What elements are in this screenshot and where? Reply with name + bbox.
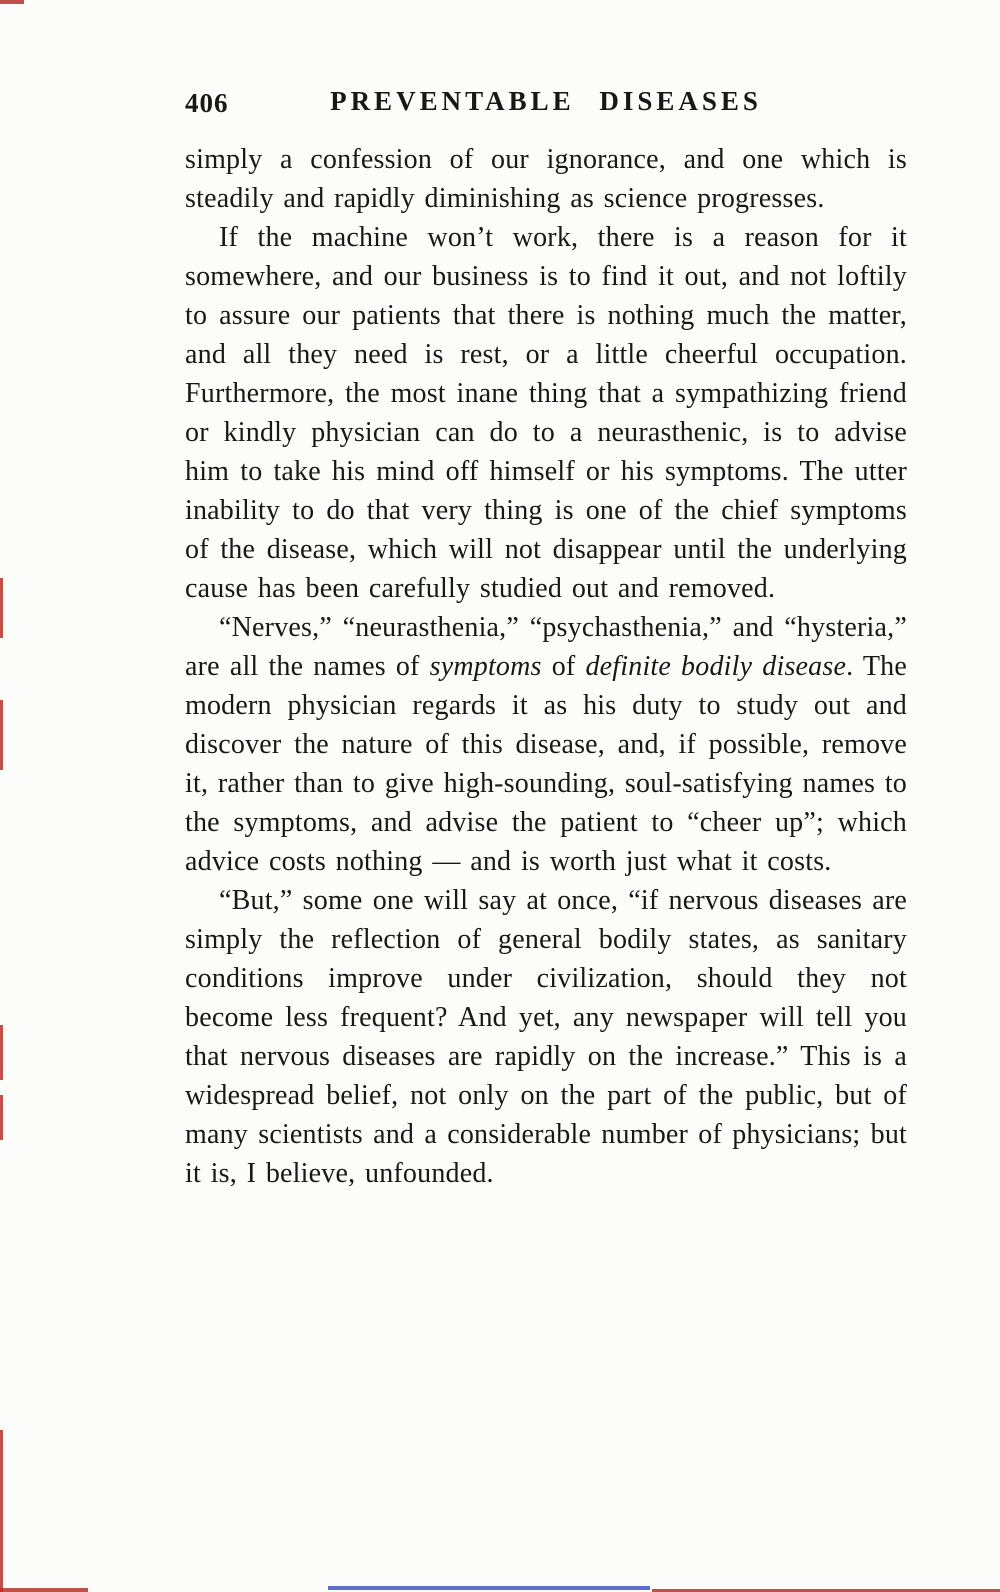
scan-artifact bbox=[0, 1095, 3, 1140]
scan-artifact bbox=[0, 700, 3, 770]
paragraph bbox=[185, 608, 907, 881]
text-segment: of bbox=[541, 651, 586, 682]
text-segment: If the machine won’t work, there is a reason for it somewhere, and our business is to find it out, and not loftily to assure our patients that there is nothing much the matter, and all they need is rest, or a little cheerful occupation. Furthermore, the most inane thing that a sympathizing friend or kindly physician can do to a neurasthenic, is to advise him to take his mind off himself or his symptoms. The utter inability to do that very thing is one of the chief symptoms of the disease, which will not disappear until the underlying cause has been carefully studied out and removed. bbox=[185, 222, 907, 604]
body-text bbox=[185, 140, 907, 1193]
scan-artifact bbox=[0, 578, 3, 638]
paragraph bbox=[185, 140, 907, 218]
text-segment: “But,” some one will say at once, “if nervous diseases are simply the reflection of general bodily states, as sanitary conditions improve under civilization, should they not become less frequent? And yet, any newspaper will tell you that nervous diseases are rapidly on the increase.” This is a widespread belief, not only on the part of the public, but of many scientists and a considerable number of physicians; but it is, I believe, unfounded. bbox=[185, 885, 907, 1189]
text-segment: “Nerves,” “neurasthenia,” “psychasthenia,” and “hysteria,” are all the names of bbox=[185, 612, 907, 682]
page-number: 406 bbox=[185, 88, 229, 118]
scan-artifact bbox=[0, 1025, 3, 1080]
paragraph bbox=[185, 218, 907, 608]
italic-text: definite bodily disease bbox=[585, 651, 847, 682]
scan-artifact bbox=[0, 0, 24, 4]
text-segment: simply a confession of our ignorance, and one which is steadily and rapidly diminishing as science progresses. bbox=[185, 144, 907, 214]
text-segment: . The modern physician regards it as his duty to study out and discover the nature of this disease, and, if possible, remove it, rather than to give high-sounding, soul-satisfying names to the symptoms, and advise the patient to “cheer up”; which advice costs nothing — and is worth just what it costs. bbox=[185, 651, 907, 877]
scan-artifact bbox=[328, 1586, 650, 1590]
paragraph bbox=[185, 881, 907, 1193]
scan-artifact bbox=[0, 1588, 88, 1592]
italic-text: symptoms bbox=[429, 651, 542, 682]
page-header bbox=[185, 86, 907, 122]
scan-artifact bbox=[0, 1430, 3, 1592]
running-title: PREVENTABLE DISEASES bbox=[330, 86, 762, 116]
